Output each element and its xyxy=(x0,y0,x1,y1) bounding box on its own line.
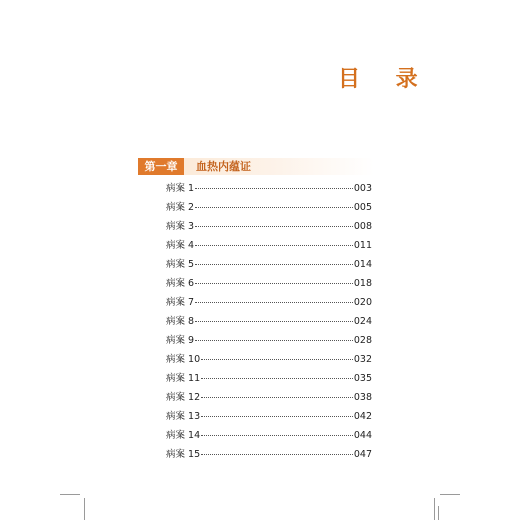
toc-entry-page: 024 xyxy=(353,316,372,327)
page-title: 目 录 xyxy=(338,66,432,92)
toc-entry[interactable] xyxy=(166,427,372,446)
leader-dots xyxy=(201,397,353,398)
toc-entry-page: 028 xyxy=(353,335,372,346)
toc-entry-label: 病案 8 xyxy=(166,316,195,327)
leader-dots xyxy=(195,283,353,284)
crop-mark xyxy=(60,494,80,495)
toc-entry-page: 047 xyxy=(353,449,372,460)
toc-entry-label: 病案 14 xyxy=(166,430,201,441)
toc-entry[interactable] xyxy=(166,237,372,256)
toc-entry-page: 035 xyxy=(353,373,372,384)
toc-entry[interactable] xyxy=(166,389,372,408)
toc-entry[interactable] xyxy=(166,180,372,199)
toc-entry[interactable] xyxy=(166,275,372,294)
leader-dots xyxy=(195,340,353,341)
toc-entry-label: 病案 10 xyxy=(166,354,201,365)
toc-entry-label: 病案 12 xyxy=(166,392,201,403)
toc-entry-label: 病案 4 xyxy=(166,240,195,251)
toc-entry-page: 008 xyxy=(353,221,372,232)
leader-dots xyxy=(201,454,353,455)
leader-dots xyxy=(195,226,353,227)
toc-entry-label: 病案 15 xyxy=(166,449,201,460)
toc-entry[interactable] xyxy=(166,446,372,465)
toc-entry[interactable] xyxy=(166,408,372,427)
crop-mark xyxy=(434,498,435,520)
toc-entry-page: 011 xyxy=(353,240,372,251)
chapter-number: 第一章 xyxy=(138,158,184,175)
toc-entry-page: 038 xyxy=(353,392,372,403)
toc-entry[interactable] xyxy=(166,370,372,389)
toc-entry-page: 003 xyxy=(353,183,372,194)
leader-dots xyxy=(195,321,353,322)
chapter-header[interactable] xyxy=(138,158,374,175)
chapter-name: 血热内蕴证 xyxy=(196,160,251,173)
leader-dots xyxy=(195,207,353,208)
toc-entry[interactable] xyxy=(166,351,372,370)
toc-entry-page: 032 xyxy=(353,354,372,365)
toc-entry-list xyxy=(166,180,372,465)
leader-dots xyxy=(195,188,353,189)
toc-entry-page: 018 xyxy=(353,278,372,289)
leader-dots xyxy=(195,302,353,303)
toc-entry[interactable] xyxy=(166,313,372,332)
leader-dots xyxy=(201,416,353,417)
toc-entry-page: 042 xyxy=(353,411,372,422)
toc-entry-page: 014 xyxy=(353,259,372,270)
toc-entry[interactable] xyxy=(166,218,372,237)
crop-mark xyxy=(440,494,460,495)
toc-entry-page: 005 xyxy=(353,202,372,213)
toc-entry-label: 病案 3 xyxy=(166,221,195,232)
toc-entry[interactable] xyxy=(166,332,372,351)
toc-entry-label: 病案 5 xyxy=(166,259,195,270)
toc-entry[interactable] xyxy=(166,294,372,313)
leader-dots xyxy=(201,359,353,360)
toc-entry-label: 病案 1 xyxy=(166,183,195,194)
toc-entry-label: 病案 9 xyxy=(166,335,195,346)
toc-entry-page: 044 xyxy=(353,430,372,441)
toc-entry-page: 020 xyxy=(353,297,372,308)
leader-dots xyxy=(201,378,353,379)
toc-entry-label: 病案 6 xyxy=(166,278,195,289)
toc-entry-label: 病案 11 xyxy=(166,373,201,384)
toc-entry[interactable] xyxy=(166,256,372,275)
leader-dots xyxy=(201,435,353,436)
toc-entry-label: 病案 13 xyxy=(166,411,201,422)
toc-entry-label: 病案 7 xyxy=(166,297,195,308)
crop-mark xyxy=(438,506,439,520)
crop-mark xyxy=(84,498,85,520)
toc-entry-label: 病案 2 xyxy=(166,202,195,213)
toc-entry[interactable] xyxy=(166,199,372,218)
leader-dots xyxy=(195,264,353,265)
leader-dots xyxy=(195,245,353,246)
